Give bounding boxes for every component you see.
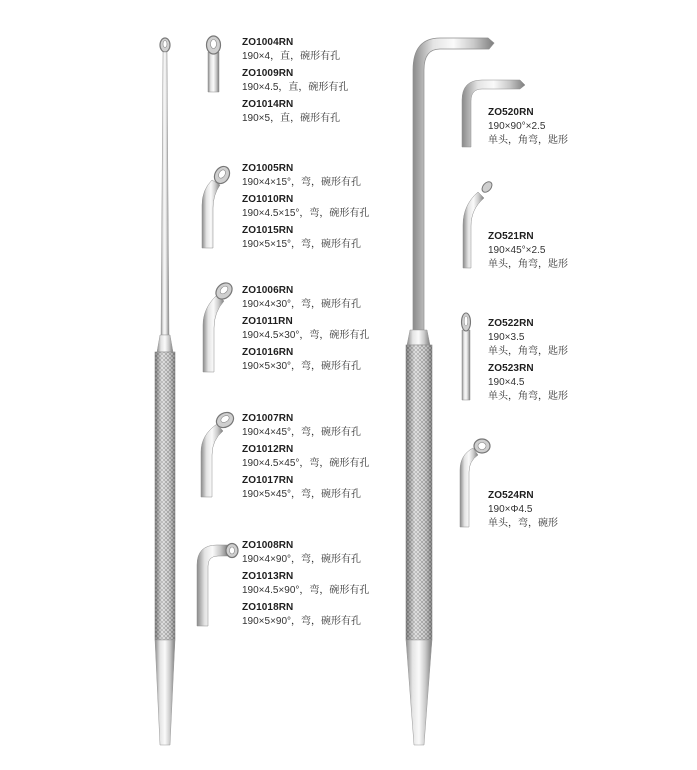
tip-detail-45deg [201, 409, 236, 497]
product-code: ZO523RN [488, 363, 534, 374]
tip-detail-30deg [203, 280, 235, 372]
product-spec: 190×3.5 [488, 332, 525, 343]
product-spec: 190×45°×2.5 [488, 245, 546, 256]
product-spec: 190×4.5×90°，弯，碗形有孔 [242, 585, 370, 596]
product-spec: 190×4，直，碗形有孔 [242, 51, 341, 62]
product-code: ZO1011RN [242, 316, 293, 327]
product-code: ZO1010RN [242, 194, 294, 205]
product-code: ZO520RN [488, 107, 534, 118]
hook-full-right [406, 38, 494, 745]
product-code: ZO522RN [488, 318, 534, 329]
tip-detail-15deg [202, 164, 233, 248]
product-spec: 190×4×30°，弯，碗形有孔 [242, 299, 362, 310]
product-spec: 单头，角弯，匙形 [488, 259, 568, 270]
product-code: ZO1008RN [242, 540, 294, 551]
product-code: ZO1005RN [242, 163, 294, 174]
product-code: ZO1009RN [242, 68, 294, 79]
product-spec: 190×Φ4.5 [488, 504, 533, 515]
product-code: ZO1015RN [242, 225, 294, 236]
product-spec: 190×4×90°，弯，碗形有孔 [242, 554, 362, 565]
product-code: ZO1013RN [242, 571, 294, 582]
product-spec: 190×5×15°，弯，碗形有孔 [242, 239, 362, 250]
tip-detail-straight [207, 36, 221, 92]
product-code: ZO1012RN [242, 444, 294, 455]
product-spec: 190×4.5×15°，弯，碗形有孔 [242, 208, 370, 219]
product-spec: 190×5×45°，弯，碗形有孔 [242, 489, 362, 500]
product-spec: 190×5，直，碗形有孔 [242, 113, 341, 124]
product-code: ZO1018RN [242, 602, 294, 613]
product-spec: 190×4×45°，弯，碗形有孔 [242, 427, 362, 438]
product-spec: 单头，弯，碗形 [488, 518, 558, 529]
product-spec: 单头，角弯，匙形 [488, 346, 568, 357]
product-spec: 190×4.5 [488, 377, 525, 388]
product-spec: 单头，角弯，匙形 [488, 391, 568, 402]
product-code: ZO1006RN [242, 285, 294, 296]
product-code: ZO1004RN [242, 37, 294, 48]
tip-detail-zo524 [460, 439, 490, 527]
product-spec: 190×4.5×45°，弯，碗形有孔 [242, 458, 370, 469]
product-code: ZO1014RN [242, 99, 294, 110]
product-spec: 190×5×90°，弯，碗形有孔 [242, 616, 362, 627]
curette-full-left [155, 38, 175, 745]
product-spec: 190×4.5，直，碗形有孔 [242, 82, 349, 93]
product-spec: 190×4.5×30°，弯，碗形有孔 [242, 330, 370, 341]
product-spec: 190×5×30°，弯，碗形有孔 [242, 361, 362, 372]
product-spec: 190×4×15°，弯，碗形有孔 [242, 177, 362, 188]
product-spec: 190×90°×2.5 [488, 121, 546, 132]
product-code: ZO1016RN [242, 347, 294, 358]
product-spec: 单头，角弯，匙形 [488, 135, 568, 146]
tip-detail-90deg [197, 544, 238, 627]
product-code: ZO1007RN [242, 413, 294, 424]
product-code: ZO1017RN [242, 475, 294, 486]
tip-detail-zo522 [462, 313, 471, 400]
product-code: ZO524RN [488, 490, 534, 501]
product-code: ZO521RN [488, 231, 534, 242]
